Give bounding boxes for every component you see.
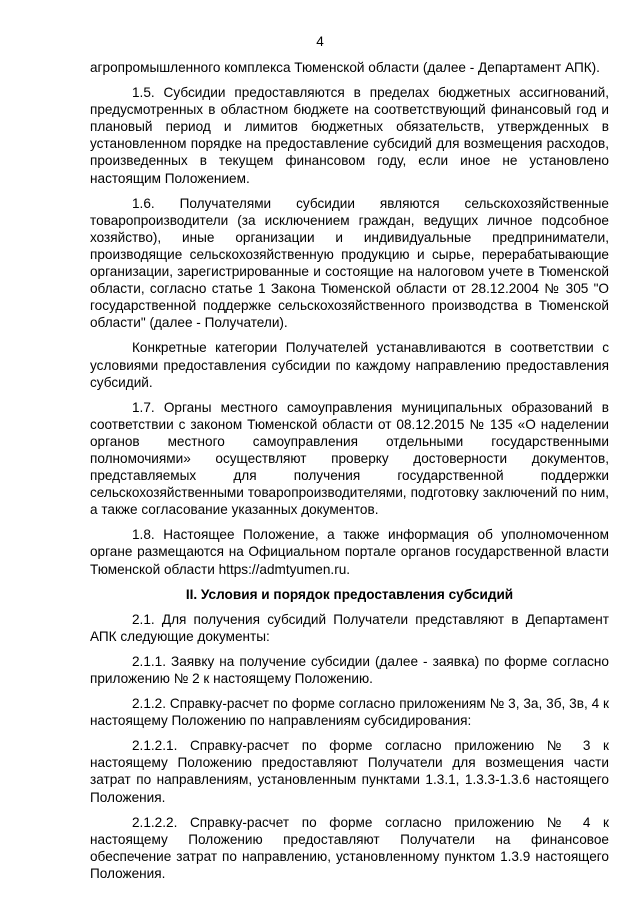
paragraph-2-1-1: 2.1.1. Заявку на получение субсидии (далее - заявка) по форме согласно приложению № 2 к настоящему Положению. <box>90 653 609 686</box>
paragraph-1-8: 1.8. Настоящее Положение, а также информация об уполномоченном органе размещаются на Официальном портале органов государственной власти Тюменской области https://admtyumen.ru. <box>90 527 609 577</box>
paragraph-2-1: 2.1. Для получения субсидий Получатели представляют в Департамент АПК следующие документы: <box>90 611 609 644</box>
page-number: 4 <box>316 34 324 49</box>
paragraph-1-6: 1.6. Получателями субсидии являются сельскохозяйственные товаропроизводители (за исключением граждан, ведущих личное подсобное хозяйство), иные организации и индивидуальные предприниматели, производящие сельскохозяйственную продукцию и сырье, перерабатывающие организации, зарегистрированные и состоящие на налоговом учете в Тюменской области, согласно статье 1 Закона Тюменской области от 28.12.2004 № 305 "О государственной поддержке сельскохозяйственного производства в Тюменской области" (далее - Получатели). <box>90 195 609 331</box>
paragraph-1-7: 1.7. Органы местного самоуправления муниципальных образований в соответствии с законом Тюменской области от 08.12.2015 № 135 «О наделении органов местного самоуправления отдельными государственными полномочиями» осуществляют проверку достоверности документов, представляемых для получения государственной поддержки сельскохозяйственными товаропроизводителями, подготовку заключений по ним, а также согласование указанных документов. <box>90 399 609 518</box>
paragraph-2-1-2: 2.1.2. Справку-расчет по форме согласно приложениям № 3, 3а, 3б, 3в, 4 к настоящему Положению по направлениям субсидирования: <box>90 696 609 729</box>
section-heading: II. Условия и порядок предоставления субсидий <box>185 586 514 602</box>
paragraph-continuation: агропромышленного комплекса Тюменской области (далее - Департамент АПК). <box>90 60 600 75</box>
paragraph-categories: Конкретные категории Получателей устанавливаются в соответствии с условиями предоставления субсидии по каждому направлению предоставления субсидий. <box>90 340 609 390</box>
paragraph-2-1-2-1: 2.1.2.1. Справку-расчет по форме согласно приложению № 3 к настоящему Положению предоставляют Получатели для возмещения части затрат по направлениям, установленным пунктами 1.3.1, 1.3.3-1.3.6 настоящего Положения. <box>90 738 609 805</box>
paragraph-2-1-2-2: 2.1.2.2. Справку-расчет по форме согласно приложению № 4 к настоящему Положению предоставляют Получатели на финансовое обеспечение затрат по направлению, установленному пунктом 1.3.9 настоящего Положения. <box>90 814 609 881</box>
paragraph-1-5: 1.5. Субсидии предоставляются в пределах бюджетных ассигнований, предусмотренных в областном бюджете на соответствующий финансовый год и плановый период и лимитов бюджетных обязательств, утвержденных в установленном порядке на предоставление субсидий для возмещения расходов, произведенных в текущем финансовом году, если иное не установлено настоящим Положением. <box>90 85 609 186</box>
document-body <box>90 59 609 890</box>
